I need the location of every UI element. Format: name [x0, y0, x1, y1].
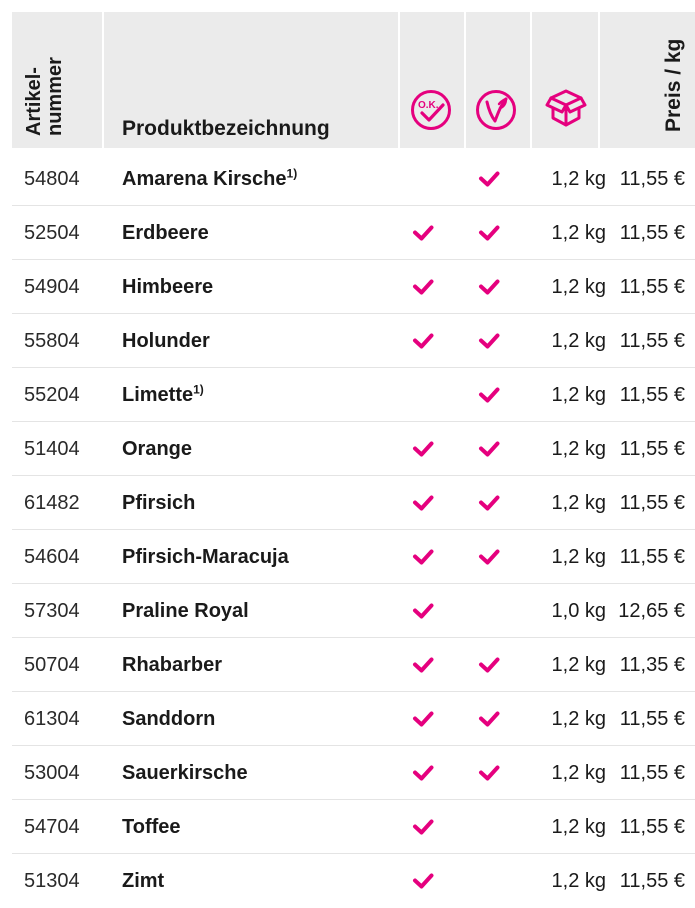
vegan-check-cell [478, 854, 504, 908]
vegan-leaf-icon [475, 89, 517, 131]
table-row [12, 638, 695, 692]
article-number: 51404 [24, 438, 80, 460]
package-size: 1,0 kg [551, 600, 606, 622]
table-row [12, 422, 695, 476]
ok-check-cell [412, 152, 438, 206]
check-icon [412, 333, 434, 349]
product-name [122, 746, 248, 800]
article-number: 54604 [24, 546, 80, 568]
table-row [12, 152, 695, 206]
product-name-text: Erdbeere [122, 222, 209, 244]
ok-check-cell [412, 422, 438, 476]
vegan-check-cell [478, 476, 504, 530]
check-icon [478, 765, 500, 781]
ok-check-cell [412, 800, 438, 854]
ok-check-cell [412, 638, 438, 692]
check-icon [412, 225, 434, 241]
svg-text:O.K.: O.K. [418, 100, 439, 111]
check-icon [412, 657, 434, 673]
article-number: 50704 [24, 654, 80, 676]
check-icon [478, 495, 500, 511]
check-icon [412, 711, 434, 727]
table-row [12, 368, 695, 422]
table-row [12, 260, 695, 314]
price-per-kg: 11,55 € [619, 438, 685, 460]
product-name [122, 152, 297, 206]
check-icon [478, 333, 500, 349]
table-row [12, 692, 695, 746]
product-name [122, 530, 289, 584]
table-row [12, 584, 695, 638]
product-name-text: Praline Royal [122, 600, 249, 622]
package-size: 1,2 kg [551, 816, 606, 838]
check-icon [412, 765, 434, 781]
vegan-check-cell [478, 584, 504, 638]
vegan-check-cell [478, 368, 504, 422]
product-name-text: Rhabarber [122, 654, 223, 676]
product-name-text: Toffee [122, 816, 181, 838]
package-size: 1,2 kg [551, 870, 606, 892]
article-number: 52504 [24, 222, 80, 244]
ok-check-cell [412, 260, 438, 314]
article-number: 61482 [24, 492, 80, 514]
package-size: 1,2 kg [551, 168, 606, 190]
table-row [12, 314, 695, 368]
price-per-kg: 12,65 € [618, 600, 685, 622]
vegan-check-cell [478, 314, 504, 368]
product-name-text: Sanddorn [122, 708, 216, 730]
price-per-kg: 11,55 € [619, 222, 685, 244]
article-number: 57304 [24, 600, 80, 622]
ok-check-cell [412, 530, 438, 584]
product-name-text: Zimt [122, 870, 165, 892]
package-size: 1,2 kg [551, 276, 606, 298]
ok-check-cell [412, 854, 438, 908]
product-name-text: Himbeere [122, 276, 214, 298]
price-per-kg: 11,55 € [619, 546, 685, 568]
vegan-check-cell [478, 638, 504, 692]
product-name-text: Sauerkirsche [122, 762, 248, 784]
product-name [122, 476, 195, 530]
price-per-kg: 11,55 € [619, 492, 685, 514]
product-name-text: Amarena Kirsche [122, 168, 287, 190]
check-icon [412, 873, 434, 889]
product-name [122, 692, 215, 746]
check-icon [478, 549, 500, 565]
table-row [12, 476, 695, 530]
check-icon [412, 819, 434, 835]
product-name [122, 638, 222, 692]
package-size: 1,2 kg [551, 762, 606, 784]
package-size: 1,2 kg [551, 492, 606, 514]
vegan-check-cell [478, 206, 504, 260]
price-per-kg: 11,55 € [619, 870, 685, 892]
product-name [122, 422, 192, 476]
article-number: 54704 [24, 816, 80, 838]
vegan-check-cell [478, 260, 504, 314]
ok-check-cell [412, 368, 438, 422]
ok-check-cell [412, 746, 438, 800]
check-icon [478, 225, 500, 241]
product-name [122, 584, 249, 638]
article-number: 54804 [24, 168, 80, 190]
check-icon [412, 549, 434, 565]
table-header [0, 0, 695, 148]
price-per-kg: 11,55 € [619, 708, 685, 730]
article-number: 55204 [24, 384, 80, 406]
article-number: 55804 [24, 330, 80, 352]
check-icon [412, 603, 434, 619]
price-per-kg-header: Preis / kg [662, 38, 685, 132]
check-icon [478, 441, 500, 457]
article-number: 53004 [24, 762, 80, 784]
table-row [12, 746, 695, 800]
footnote-marker: 1) [193, 382, 204, 397]
product-name-text: Pfirsich [122, 492, 196, 514]
article-number-header: Artikel- nummer [23, 57, 66, 136]
package-size: 1,2 kg [551, 330, 606, 352]
footnote-marker: 1) [286, 166, 298, 181]
article-number: 51304 [24, 870, 80, 892]
product-name [122, 314, 210, 368]
product-name [122, 368, 204, 422]
vegan-check-cell [478, 746, 504, 800]
price-per-kg: 11,55 € [619, 816, 685, 838]
vegan-check-cell [478, 422, 504, 476]
ok-check-cell [412, 206, 438, 260]
check-icon [478, 171, 500, 187]
ok-check-cell [412, 692, 438, 746]
product-name [122, 800, 181, 854]
vegan-check-cell [478, 152, 504, 206]
product-name [122, 206, 209, 260]
price-per-kg: 11,55 € [619, 276, 685, 298]
table-row [12, 854, 695, 908]
check-icon [478, 711, 500, 727]
table-row [12, 800, 695, 854]
package-size: 1,2 kg [551, 546, 606, 568]
vegan-check-cell [478, 530, 504, 584]
package-size: 1,2 kg [551, 654, 606, 676]
product-name-text: Orange [122, 438, 193, 460]
check-icon [478, 279, 500, 295]
vegan-check-cell [478, 692, 504, 746]
package-box-icon [545, 88, 587, 130]
ok-check-cell [412, 476, 438, 530]
product-name-text: Pfirsich-Maracuja [122, 546, 289, 568]
table-row [12, 530, 695, 584]
check-icon [412, 441, 434, 457]
price-per-kg: 11,35 € [619, 654, 685, 676]
vegan-check-cell [478, 800, 504, 854]
price-per-kg: 11,55 € [619, 168, 685, 190]
table-row [12, 206, 695, 260]
product-name-text: Holunder [122, 330, 210, 352]
price-per-kg: 11,55 € [619, 330, 685, 352]
ok-check-cell [412, 314, 438, 368]
article-number: 61304 [24, 708, 80, 730]
product-name [122, 854, 164, 908]
package-size: 1,2 kg [551, 384, 606, 406]
package-size: 1,2 kg [551, 708, 606, 730]
price-per-kg: 11,55 € [619, 762, 685, 784]
package-size: 1,2 kg [551, 222, 606, 244]
ok-badge-icon [410, 89, 452, 131]
check-icon [478, 387, 500, 403]
product-name-header: Produktbezeichnung [122, 117, 330, 140]
product-name [122, 260, 213, 314]
product-name-text: Limette [122, 384, 194, 406]
package-size: 1,2 kg [551, 438, 606, 460]
article-number: 54904 [24, 276, 80, 298]
price-per-kg: 11,55 € [619, 384, 685, 406]
ok-check-cell [412, 584, 438, 638]
check-icon [412, 495, 434, 511]
check-icon [478, 657, 500, 673]
check-icon [412, 279, 434, 295]
